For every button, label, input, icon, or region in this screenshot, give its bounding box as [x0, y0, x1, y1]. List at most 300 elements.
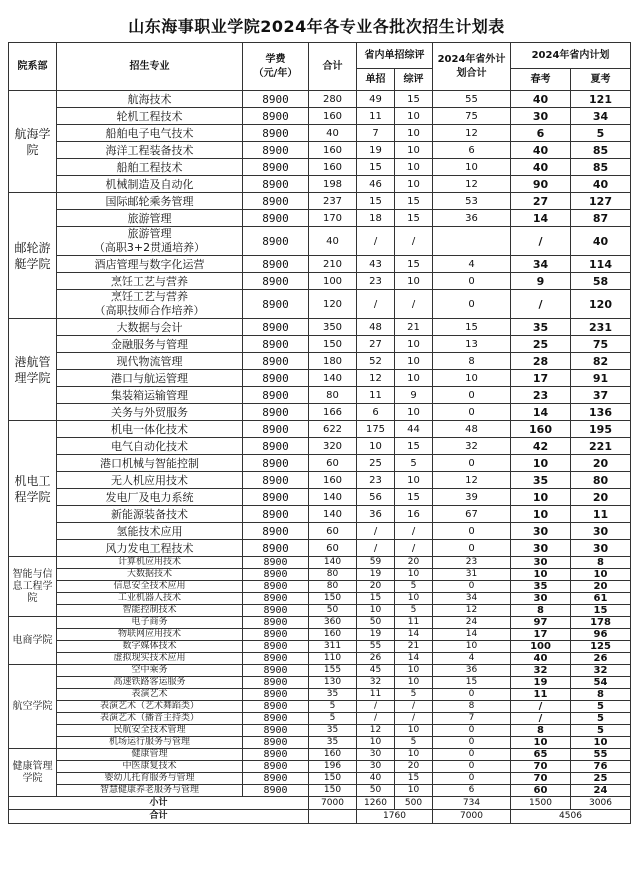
spring-cell: 9 [511, 273, 571, 290]
fee-cell: 8900 [243, 785, 309, 797]
grand-inside: 4506 [511, 810, 631, 824]
comp-cell: 21 [395, 641, 433, 653]
table-row [9, 629, 631, 641]
spring-cell: 70 [511, 761, 571, 773]
major-cell: 高速铁路客运服务 [57, 677, 243, 689]
outside-cell: 67 [433, 506, 511, 523]
subtotal-comp: 500 [395, 797, 433, 810]
table-row [9, 713, 631, 725]
summer-cell: 121 [571, 91, 631, 108]
single-cell: 45 [357, 665, 395, 677]
major-cell: 风力发电工程技术 [57, 540, 243, 557]
comp-cell: 10 [395, 108, 433, 125]
major-cell: 现代物流管理 [57, 353, 243, 370]
spring-cell: 10 [511, 737, 571, 749]
major-cell: 船舶电子电气技术 [57, 125, 243, 142]
outside-cell: 75 [433, 108, 511, 125]
fee-cell: 8900 [243, 581, 309, 593]
spring-cell: 10 [511, 506, 571, 523]
fee-cell: 8900 [243, 761, 309, 773]
spring-cell: 14 [511, 210, 571, 227]
single-cell: 15 [357, 159, 395, 176]
spring-cell: 10 [511, 455, 571, 472]
outside-cell: 0 [433, 273, 511, 290]
spring-cell: 97 [511, 617, 571, 629]
comp-cell: 5 [395, 737, 433, 749]
outside-cell: 14 [433, 629, 511, 641]
major-cell: 航海技术 [57, 91, 243, 108]
summer-cell: 24 [571, 785, 631, 797]
outside-cell: 23 [433, 557, 511, 569]
spring-cell: / [511, 290, 571, 319]
subtotal-outside: 734 [433, 797, 511, 810]
grand-outside: 7000 [433, 810, 511, 824]
total-cell: 160 [309, 629, 357, 641]
comp-cell: 20 [395, 761, 433, 773]
total-cell: 110 [309, 653, 357, 665]
table-row [9, 489, 631, 506]
single-cell: 32 [357, 677, 395, 689]
total-cell: 210 [309, 256, 357, 273]
total-cell: 40 [309, 227, 357, 256]
comp-cell: 10 [395, 785, 433, 797]
single-cell: 175 [357, 421, 395, 438]
total-cell: 160 [309, 749, 357, 761]
major-cell: 海洋工程装备技术 [57, 142, 243, 159]
single-cell: 49 [357, 91, 395, 108]
spring-cell: 40 [511, 142, 571, 159]
summer-cell: 30 [571, 540, 631, 557]
major-cell: 轮机工程技术 [57, 108, 243, 125]
table-row [9, 336, 631, 353]
comp-cell: 10 [395, 569, 433, 581]
fee-cell: 8900 [243, 142, 309, 159]
comp-cell: 10 [395, 336, 433, 353]
total-cell: 60 [309, 523, 357, 540]
spring-cell: 60 [511, 785, 571, 797]
major-cell: 民航安全技术管理 [57, 725, 243, 737]
spring-cell: 100 [511, 641, 571, 653]
spring-cell: 30 [511, 523, 571, 540]
spring-cell: 17 [511, 629, 571, 641]
single-cell: / [357, 540, 395, 557]
header-single-group: 省内单招综评 [357, 43, 433, 69]
spring-cell: 8 [511, 725, 571, 737]
major-cell: 关务与外贸服务 [57, 404, 243, 421]
summer-cell: 87 [571, 210, 631, 227]
table-row [9, 210, 631, 227]
single-cell: 26 [357, 653, 395, 665]
fee-cell: 8900 [243, 569, 309, 581]
grand-single-comp: 1760 [357, 810, 433, 824]
outside-cell: 7 [433, 713, 511, 725]
table-row [9, 256, 631, 273]
major-cell: 信息安全技术应用 [57, 581, 243, 593]
outside-cell: 0 [433, 404, 511, 421]
summer-cell: 58 [571, 273, 631, 290]
dept-name: 航海学院 [9, 91, 57, 193]
table-row [9, 581, 631, 593]
table-row [9, 701, 631, 713]
comp-cell: 15 [395, 256, 433, 273]
total-cell: 160 [309, 142, 357, 159]
dept-name: 电商学院 [9, 617, 57, 665]
table-row [9, 641, 631, 653]
total-cell: 35 [309, 689, 357, 701]
summer-cell: 5 [571, 125, 631, 142]
fee-cell: 8900 [243, 370, 309, 387]
comp-cell: / [395, 701, 433, 713]
comp-cell: 10 [395, 749, 433, 761]
table-row [9, 319, 631, 336]
spring-cell: 40 [511, 159, 571, 176]
outside-cell: 0 [433, 581, 511, 593]
header-spring: 春考 [511, 69, 571, 91]
outside-cell: 4 [433, 653, 511, 665]
fee-cell: 8900 [243, 421, 309, 438]
spring-cell: 6 [511, 125, 571, 142]
fee-cell: 8900 [243, 387, 309, 404]
fee-cell: 8900 [243, 125, 309, 142]
outside-cell: 10 [433, 370, 511, 387]
summer-cell: 114 [571, 256, 631, 273]
outside-cell: 32 [433, 438, 511, 455]
fee-cell: 8900 [243, 557, 309, 569]
total-cell: 80 [309, 387, 357, 404]
summer-cell: 85 [571, 142, 631, 159]
comp-cell: 10 [395, 725, 433, 737]
outside-cell: 12 [433, 176, 511, 193]
spring-cell: 27 [511, 193, 571, 210]
single-cell: 23 [357, 273, 395, 290]
summer-cell: 96 [571, 629, 631, 641]
spring-cell: 65 [511, 749, 571, 761]
major-cell: 空中乘务 [57, 665, 243, 677]
fee-cell: 8900 [243, 725, 309, 737]
table-row [9, 472, 631, 489]
major-cell: 旅游管理 （高职3+2贯通培养） [57, 227, 243, 256]
table-row [9, 176, 631, 193]
major-cell: 机场运行服务与管理 [57, 737, 243, 749]
table-row [9, 273, 631, 290]
outside-cell: 10 [433, 159, 511, 176]
fee-cell: 8900 [243, 605, 309, 617]
total-cell: 100 [309, 273, 357, 290]
summer-cell: 30 [571, 523, 631, 540]
fee-cell: 8900 [243, 489, 309, 506]
total-cell: 280 [309, 91, 357, 108]
major-cell: 工业机器人技术 [57, 593, 243, 605]
header-summer: 夏考 [571, 69, 631, 91]
single-cell: 12 [357, 370, 395, 387]
single-cell: 25 [357, 455, 395, 472]
total-cell: 35 [309, 725, 357, 737]
major-cell: 电子商务 [57, 617, 243, 629]
single-cell: 12 [357, 725, 395, 737]
fee-cell: 8900 [243, 336, 309, 353]
table-row [9, 540, 631, 557]
table-row [9, 689, 631, 701]
total-cell: 140 [309, 506, 357, 523]
major-cell: 智能控制技术 [57, 605, 243, 617]
single-cell: 56 [357, 489, 395, 506]
comp-cell: 44 [395, 421, 433, 438]
total-cell: 60 [309, 455, 357, 472]
outside-cell: 0 [433, 523, 511, 540]
single-cell: 36 [357, 506, 395, 523]
fee-cell: 8900 [243, 617, 309, 629]
summer-cell: 178 [571, 617, 631, 629]
total-cell: 150 [309, 785, 357, 797]
header-inside-group: 2024年省内计划 [511, 43, 631, 69]
spring-cell: 35 [511, 581, 571, 593]
table-row [9, 677, 631, 689]
table-row [9, 455, 631, 472]
comp-cell: 15 [395, 193, 433, 210]
total-cell: 60 [309, 540, 357, 557]
summer-cell: 54 [571, 677, 631, 689]
comp-cell: 10 [395, 665, 433, 677]
table-row [9, 404, 631, 421]
outside-cell: 0 [433, 725, 511, 737]
dept-name: 港航管理学院 [9, 319, 57, 421]
summer-cell: 195 [571, 421, 631, 438]
table-row [9, 737, 631, 749]
comp-cell: / [395, 523, 433, 540]
spring-cell: 40 [511, 653, 571, 665]
table-row [9, 773, 631, 785]
spring-cell: 160 [511, 421, 571, 438]
table-body [9, 91, 631, 797]
major-cell: 港口与航运管理 [57, 370, 243, 387]
summer-cell: 125 [571, 641, 631, 653]
summer-cell: 20 [571, 489, 631, 506]
fee-cell: 8900 [243, 540, 309, 557]
single-cell: / [357, 290, 395, 319]
spring-cell: 40 [511, 91, 571, 108]
total-cell: 140 [309, 370, 357, 387]
spring-cell: 30 [511, 540, 571, 557]
outside-cell: 0 [433, 749, 511, 761]
spring-cell: 35 [511, 319, 571, 336]
dept-name: 健康管理学院 [9, 749, 57, 797]
comp-cell: / [395, 540, 433, 557]
major-cell: 氢能技术应用 [57, 523, 243, 540]
comp-cell: 5 [395, 689, 433, 701]
single-cell: 59 [357, 557, 395, 569]
comp-cell: 15 [395, 210, 433, 227]
fee-cell: 8900 [243, 713, 309, 725]
total-cell: 155 [309, 665, 357, 677]
comp-cell: 10 [395, 176, 433, 193]
outside-cell: 0 [433, 737, 511, 749]
header-dept: 院系部 [9, 43, 57, 91]
fee-cell: 8900 [243, 737, 309, 749]
total-cell: 35 [309, 737, 357, 749]
table-row [9, 725, 631, 737]
summer-cell: 20 [571, 455, 631, 472]
fee-cell: 8900 [243, 665, 309, 677]
summer-cell: 11 [571, 506, 631, 523]
header-outside-group: 2024年省外计划合计 [433, 43, 511, 91]
fee-cell: 8900 [243, 472, 309, 489]
summer-cell: 40 [571, 227, 631, 256]
outside-cell: 34 [433, 593, 511, 605]
major-cell: 酒店管理与数字化运营 [57, 256, 243, 273]
summer-cell: 5 [571, 701, 631, 713]
header-total: 合计 [309, 43, 357, 91]
outside-cell: 6 [433, 142, 511, 159]
summer-cell: 15 [571, 605, 631, 617]
table-row [9, 370, 631, 387]
total-cell: 350 [309, 319, 357, 336]
major-cell: 港口机械与智能控制 [57, 455, 243, 472]
single-cell: 30 [357, 749, 395, 761]
summer-cell: 120 [571, 290, 631, 319]
total-cell: 237 [309, 193, 357, 210]
comp-cell: 15 [395, 489, 433, 506]
total-cell: 50 [309, 605, 357, 617]
table-row [9, 227, 631, 256]
comp-cell: / [395, 227, 433, 256]
table-row [9, 569, 631, 581]
total-cell: 80 [309, 569, 357, 581]
total-cell: 160 [309, 108, 357, 125]
grand-total-row [9, 810, 631, 824]
outside-cell: 13 [433, 336, 511, 353]
summer-cell: 37 [571, 387, 631, 404]
summer-cell: 40 [571, 176, 631, 193]
major-cell: 虚拟现实技术应用 [57, 653, 243, 665]
total-cell: 198 [309, 176, 357, 193]
spring-cell: 32 [511, 665, 571, 677]
single-cell: 55 [357, 641, 395, 653]
comp-cell: 15 [395, 91, 433, 108]
enrollment-plan-table [8, 42, 631, 824]
comp-cell: 15 [395, 773, 433, 785]
spring-cell: 10 [511, 489, 571, 506]
single-cell: 23 [357, 472, 395, 489]
summer-cell: 34 [571, 108, 631, 125]
table-row [9, 605, 631, 617]
outside-cell: 0 [433, 689, 511, 701]
major-cell: 机电一体化技术 [57, 421, 243, 438]
major-cell: 电气自动化技术 [57, 438, 243, 455]
fee-cell: 8900 [243, 701, 309, 713]
fee-cell: 8900 [243, 273, 309, 290]
single-cell: 19 [357, 569, 395, 581]
outside-cell: 0 [433, 290, 511, 319]
outside-cell: 53 [433, 193, 511, 210]
major-cell: 大数据技术 [57, 569, 243, 581]
table-row [9, 653, 631, 665]
major-cell: 发电厂及电力系统 [57, 489, 243, 506]
single-cell: 20 [357, 581, 395, 593]
single-cell: / [357, 713, 395, 725]
outside-cell: 15 [433, 319, 511, 336]
single-cell: / [357, 523, 395, 540]
subtotal-summer: 3006 [571, 797, 631, 810]
table-row [9, 665, 631, 677]
fee-cell: 8900 [243, 641, 309, 653]
major-cell: 旅游管理 [57, 210, 243, 227]
fee-cell: 8900 [243, 455, 309, 472]
major-cell: 表演艺术 [57, 689, 243, 701]
table-row [9, 193, 631, 210]
summer-cell: 8 [571, 689, 631, 701]
table-row [9, 159, 631, 176]
comp-cell: 14 [395, 629, 433, 641]
fee-cell: 8900 [243, 108, 309, 125]
fee-cell: 8900 [243, 773, 309, 785]
outside-cell: 39 [433, 489, 511, 506]
outside-cell: 8 [433, 701, 511, 713]
comp-cell: 5 [395, 581, 433, 593]
fee-cell: 8900 [243, 176, 309, 193]
table-row [9, 593, 631, 605]
comp-cell: 5 [395, 605, 433, 617]
spring-cell: 30 [511, 557, 571, 569]
total-cell: 180 [309, 353, 357, 370]
summer-cell: 55 [571, 749, 631, 761]
summer-cell: 75 [571, 336, 631, 353]
total-cell: 311 [309, 641, 357, 653]
outside-cell: 48 [433, 421, 511, 438]
outside-cell: 10 [433, 641, 511, 653]
summer-cell: 20 [571, 581, 631, 593]
total-cell: 130 [309, 677, 357, 689]
summer-cell: 32 [571, 665, 631, 677]
summer-cell: 5 [571, 725, 631, 737]
single-cell: 52 [357, 353, 395, 370]
subtotal-label: 小计 [9, 797, 309, 810]
table-row [9, 761, 631, 773]
outside-cell: 12 [433, 125, 511, 142]
total-cell: 40 [309, 125, 357, 142]
major-cell: 金融服务与管理 [57, 336, 243, 353]
total-cell: 170 [309, 210, 357, 227]
total-cell: 150 [309, 336, 357, 353]
total-cell: 150 [309, 593, 357, 605]
spring-cell: / [511, 227, 571, 256]
single-cell: 46 [357, 176, 395, 193]
summer-cell: 8 [571, 557, 631, 569]
header-comprehensive: 综评 [395, 69, 433, 91]
spring-cell: 8 [511, 605, 571, 617]
single-cell: 50 [357, 785, 395, 797]
spring-cell: 34 [511, 256, 571, 273]
single-cell: 10 [357, 737, 395, 749]
summer-cell: 5 [571, 713, 631, 725]
table-row [9, 125, 631, 142]
single-cell: 40 [357, 773, 395, 785]
spring-cell: 14 [511, 404, 571, 421]
outside-cell: 15 [433, 677, 511, 689]
fee-cell: 8900 [243, 290, 309, 319]
outside-cell: 0 [433, 773, 511, 785]
table-row [9, 290, 631, 319]
outside-cell: 4 [433, 256, 511, 273]
fee-cell: 8900 [243, 319, 309, 336]
total-cell: 5 [309, 713, 357, 725]
major-cell: 机械制造及自动化 [57, 176, 243, 193]
fee-cell: 8900 [243, 227, 309, 256]
major-cell: 物联网应用技术 [57, 629, 243, 641]
outside-cell: 0 [433, 387, 511, 404]
comp-cell: 9 [395, 387, 433, 404]
summer-cell: 25 [571, 773, 631, 785]
fee-cell: 8900 [243, 749, 309, 761]
